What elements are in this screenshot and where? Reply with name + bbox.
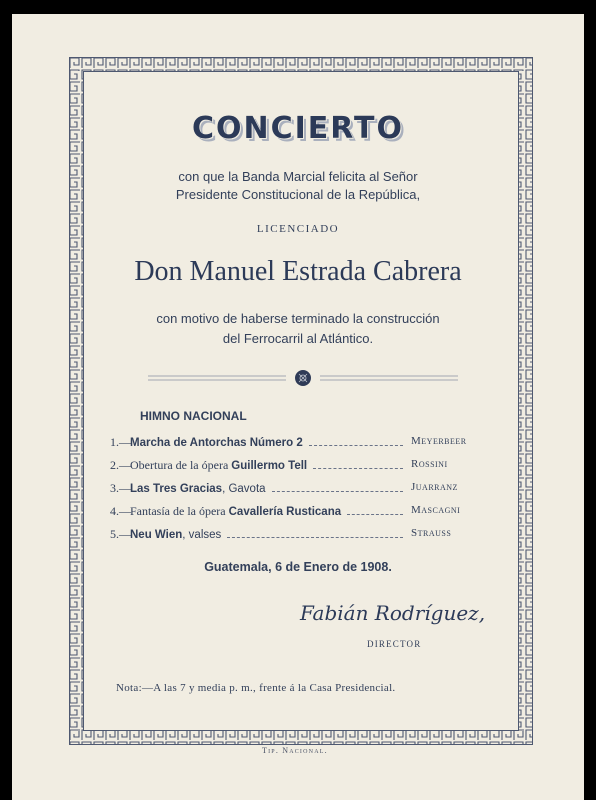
program-item: [110, 504, 500, 522]
honoree-name: Don Manuel Estrada Cabrera: [134, 256, 462, 287]
leader-dots: [313, 468, 403, 469]
leader-dots: [309, 445, 403, 446]
program-number: 2.—: [110, 458, 131, 472]
motive-line-2: del Ferrocarril al Atlántico.: [222, 331, 374, 346]
program-composer: Rossini: [411, 458, 448, 470]
program-composer: Mascagni: [411, 504, 461, 516]
program-composer: Strauss: [411, 527, 452, 539]
leader-dots: [347, 514, 403, 515]
motive-line-1: con motivo de haberse terminado la construcción: [156, 311, 440, 326]
piece-text: Marcha de Antorchas Número 2: [130, 437, 303, 449]
program-sheet: [12, 14, 584, 800]
program-number: 1.—: [110, 435, 131, 449]
leader-dots: [272, 491, 403, 492]
ornament-divider: [148, 369, 458, 389]
footnote: Nota:—A las 7 y media p. m., frente á la Casa Presidencial.: [116, 682, 396, 694]
program-number: 5.—: [110, 527, 131, 541]
piece-text: Obertura de la ópera: [130, 458, 232, 472]
program-piece: [130, 481, 266, 496]
piece-text: Neu Wien: [130, 529, 183, 541]
program-item: [110, 481, 500, 499]
program-item: [110, 458, 500, 476]
piece-text: Guillermo Tell: [231, 460, 308, 472]
piece-text: Las Tres Gracias: [130, 483, 223, 495]
piece-text: , valses: [182, 529, 222, 541]
program-piece: [130, 504, 341, 519]
leader-dots: [227, 537, 403, 538]
anthem-heading: HIMNO NACIONAL: [140, 409, 247, 423]
program-number: 3.—: [110, 481, 131, 495]
program-composer: Juarranz: [411, 481, 458, 493]
intro-line-1: con que la Banda Marcial felicita al Señor: [178, 169, 418, 184]
greek-key-border: [69, 57, 533, 745]
program-item: [110, 527, 500, 545]
date-line: Guatemala, 6 de Enero de 1908.: [204, 560, 392, 574]
program-number: 4.—: [110, 504, 131, 518]
program-piece: [130, 458, 307, 473]
program-item: [110, 435, 500, 453]
program-piece: [130, 435, 303, 450]
honorific: LICENCIADO: [256, 223, 340, 235]
piece-text: , Gavota: [222, 483, 266, 495]
signer-title: DIRECTOR: [367, 639, 422, 649]
page-title: CONCIERTO: [191, 111, 405, 146]
program-piece: [130, 527, 221, 542]
intro-line-2: Presidente Constitucional de la República,: [175, 187, 421, 202]
signature: Fabián Rodríguez,: [300, 601, 486, 625]
piece-text: Fantasía de la ópera: [130, 504, 229, 518]
printer-credit: Tip. Nacional.: [262, 746, 328, 755]
piece-text: Cavallería Rusticana: [228, 506, 342, 518]
program-composer: Meyerbeer: [411, 435, 467, 447]
